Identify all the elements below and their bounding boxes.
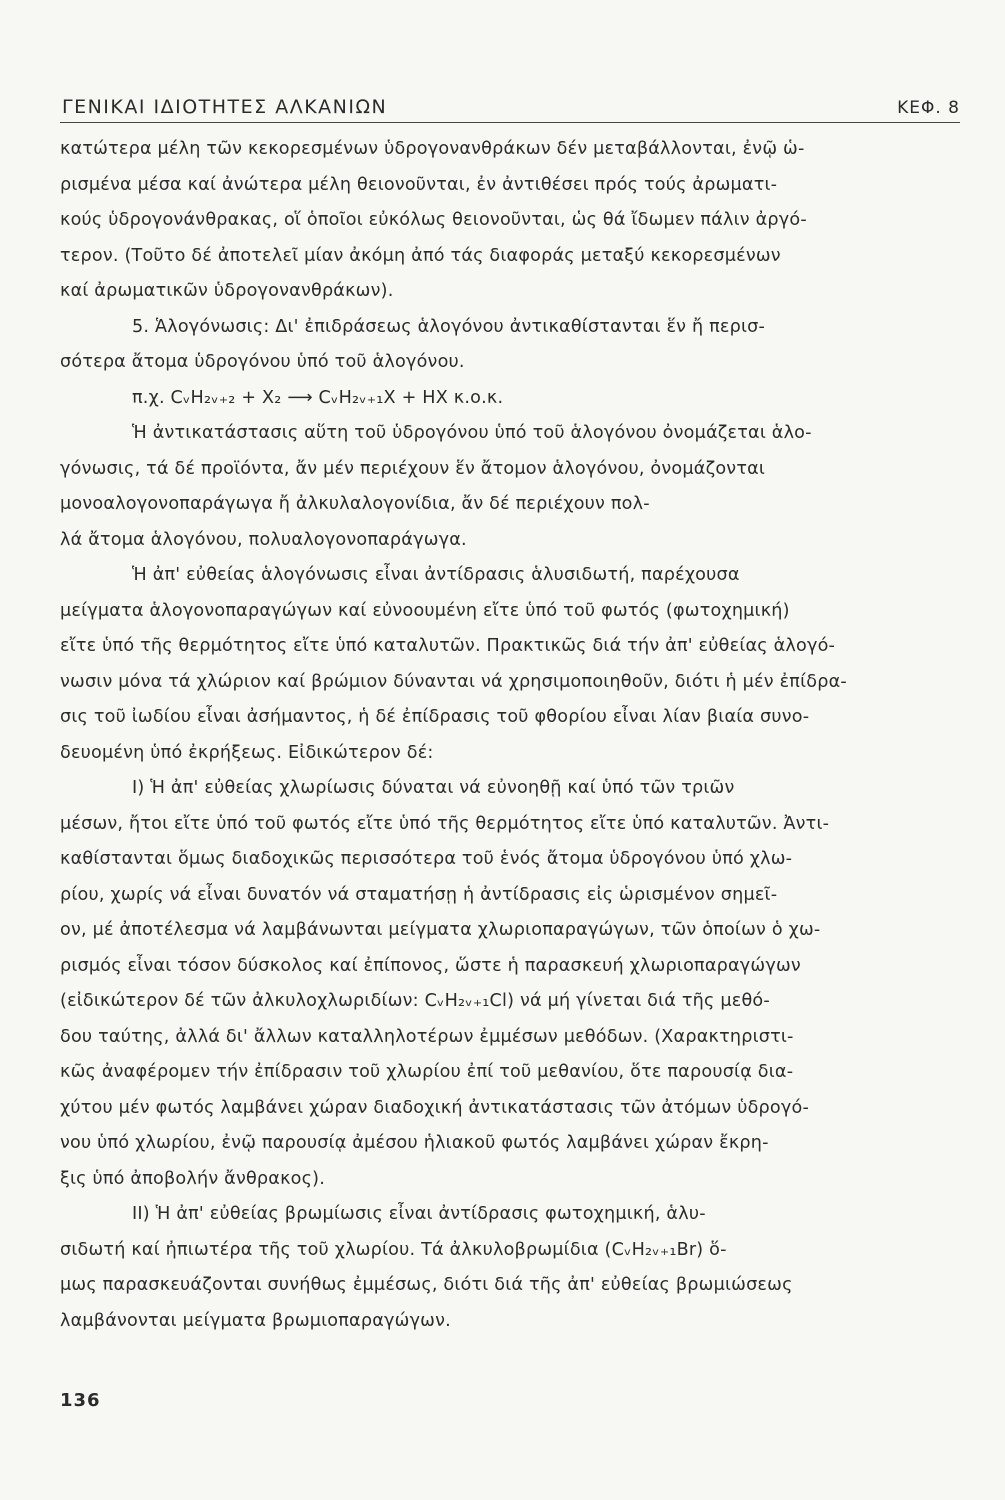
subsection-line: II) Ἡ ἀπ' εὐθείας βρωμίωσις εἶναι ἀντίδρασις φωτοχημική, ἁλυ-: [132, 1204, 706, 1224]
text-line: δου ταύτης, ἀλλά δι' ἄλλων καταλληλοτέρων ἐμμέσων μεθόδων. (Χαρακτηριστι-: [60, 1026, 794, 1047]
text-line: καθίστανται ὅμως διαδοχικῶς περισσότερα τοῦ ἑνός ἄτομα ὑδρογόνου ὑπό χλω-: [60, 849, 793, 869]
text-line: ον, μέ ἀποτέλεσμα νά λαμβάνωνται μείγματα χλωριοπαραγώγων, τῶν ὁποίων ὁ χω-: [60, 920, 821, 940]
text-line: Ἡ ἀντικατάστασις αὕτη τοῦ ὑδρογόνου ὑπό τοῦ ἁλογόνου ὀνομάζεται ἁλο-: [132, 423, 812, 443]
chapter-title: ΓΕΝΙΚΑΙ ΙΔΙΟΤΗΤΕΣ ΑΛΚΑΝΙΩΝ: [62, 96, 388, 118]
text-line: χύτου μέν φωτός λαμβάνει χώραν διαδοχική ἀντικατάστασις τῶν ἀτόμων ὑδρογό-: [60, 1097, 810, 1118]
section-heading-line: 5. Ἁλογόνωσις: Δι' ἐπιδράσεως ἁλογόνου ἀντικαθίστανται ἕν ἤ περισ-: [132, 316, 766, 337]
text-line: τερον. (Τοῦτο δέ ἀποτελεῖ μίαν ἀκόμη ἀπό τάς διαφοράς μεταξύ κεκορεσμένων: [60, 245, 781, 266]
text-line: καί ἀρωματικῶν ὑδρογονανθράκων).: [60, 281, 394, 301]
chapter-number: ΚΕΦ. 8: [897, 98, 960, 118]
subsection-line: I) Ἡ ἀπ' εὐθείας χλωρίωσις δύναται νά εὐνοηθῇ καί ὑπό τῶν τριῶν: [132, 778, 735, 798]
text-line: δευομένη ὑπό ἐκρήξεως. Εἰδικώτερον δέ:: [60, 742, 434, 763]
text-line: νωσιν μόνα τά χλώριον καί βρώμιον δύνανται νά χρησιμοποιηθοῦν, διότι ἡ μέν ἐπίδρα-: [60, 671, 847, 692]
text-line: νου ὑπό χλωρίου, ἐνῷ παρουσίᾳ ἀμέσου ἡλιακοῦ φωτός λαμβάνει χώραν ἔκρη-: [60, 1133, 769, 1153]
text-line: μέσων, ἤτοι εἴτε ὑπό τοῦ φωτός εἴτε ὑπό τῆς θερμότητος εἴτε ὑπό καταλυτῶν. Ἀντι-: [60, 813, 830, 834]
text-line: ξις ὑπό ἀποβολήν ἄνθρακος).: [60, 1168, 326, 1189]
text-line: εἴτε ὑπό τῆς θερμότητος εἴτε ὑπό καταλυτῶν. Πρακτικῶς διά τήν ἀπ' εὐθείας ἁλογό-: [60, 636, 836, 656]
body-text: [60, 132, 965, 1339]
text-line: λαμβάνονται μείγματα βρωμιοπαραγώγων.: [60, 1310, 451, 1331]
text-line: κούς ὑδρογονάνθρακας, οἵ ὁποῖοι εὐκόλως θειονοῦνται, ὡς θά ἴδωμεν πάλιν ἀργό-: [60, 210, 807, 230]
text-line: ρισμένα μέσα καί ἀνώτερα μέλη θειονοῦνται, ἐν ἀντιθέσει πρός τούς ἀρωματι-: [60, 174, 778, 195]
text-line: ρίου, χωρίς νά εἶναι δυνατόν νά σταματήσῃ ἡ ἀντίδρασις εἰς ὡρισμένον σημεῖ-: [60, 884, 778, 905]
text-line: γόνωσις, τά δέ προϊόντα, ἄν μέν περιέχουν ἕν ἄτομον ἁλογόνου, ὀνομάζονται: [60, 458, 766, 479]
text-line: Ἡ ἀπ' εὐθείας ἁλογόνωσις εἶναι ἀντίδρασις ἁλυσιδωτή, παρέχουσα: [132, 565, 740, 585]
running-header: [60, 88, 960, 123]
text-line: (εἰδικώτερον δέ τῶν ἀλκυλοχλωριδίων: CᵥH₂ᵥ₊₁Cl) νά μή γίνεται διά τῆς μεθό-: [60, 991, 770, 1011]
text-line: σις τοῦ ἰωδίου εἶναι ἀσήμαντος, ἡ δέ ἐπίδρασις τοῦ φθορίου εἶναι λίαν βιαία συνο-: [60, 707, 810, 727]
page-number: 136: [60, 1390, 101, 1411]
text-line: λά ἄτομα ἁλογόνου, πολυαλογονοπαράγωγα.: [60, 529, 467, 550]
text-line: μως παρασκευάζονται συνήθως ἐμμέσως, διότι διά τῆς ἀπ' εὐθείας βρωμιώσεως: [60, 1275, 793, 1295]
formula-line: π.χ. CᵥH₂ᵥ₊₂ + X₂ ⟶ CᵥH₂ᵥ₊₁X + HX κ.ο.κ.: [132, 387, 504, 408]
text-line: σιδωτή καί ἠπιωτέρα τῆς τοῦ χλωρίου. Τά ἀλκυλοβρωμίδια (CᵥH₂ᵥ₊₁Br) ὅ-: [60, 1239, 727, 1260]
text-line: κῶς ἀναφέρομεν τήν ἐπίδρασιν τοῦ χλωρίου ἐπί τοῦ μεθανίου, ὅτε παρουσίᾳ δια-: [60, 1062, 794, 1082]
text-line: μείγματα ἁλογονοπαραγώγων καί εὐνοουμένη εἴτε ὑπό τοῦ φωτός (φωτοχημική): [60, 600, 790, 621]
text-line: σότερα ἄτομα ὑδρογόνου ὑπό τοῦ ἁλογόνου.: [60, 352, 465, 372]
text-line: μονοαλογονοπαράγωγα ἤ ἀλκυλαλογονίδια, ἄν δέ περιέχουν πολ-: [60, 494, 650, 514]
text-line: ρισμός εἶναι τόσον δύσκολος καί ἐπίπονος, ὥστε ἡ παρασκευή χλωριοπαραγώγων: [60, 955, 801, 976]
text-line: κατώτερα μέλη τῶν κεκορεσμένων ὑδρογονανθράκων δέν μεταβάλλονται, ἐνῷ ὡ-: [60, 139, 805, 159]
